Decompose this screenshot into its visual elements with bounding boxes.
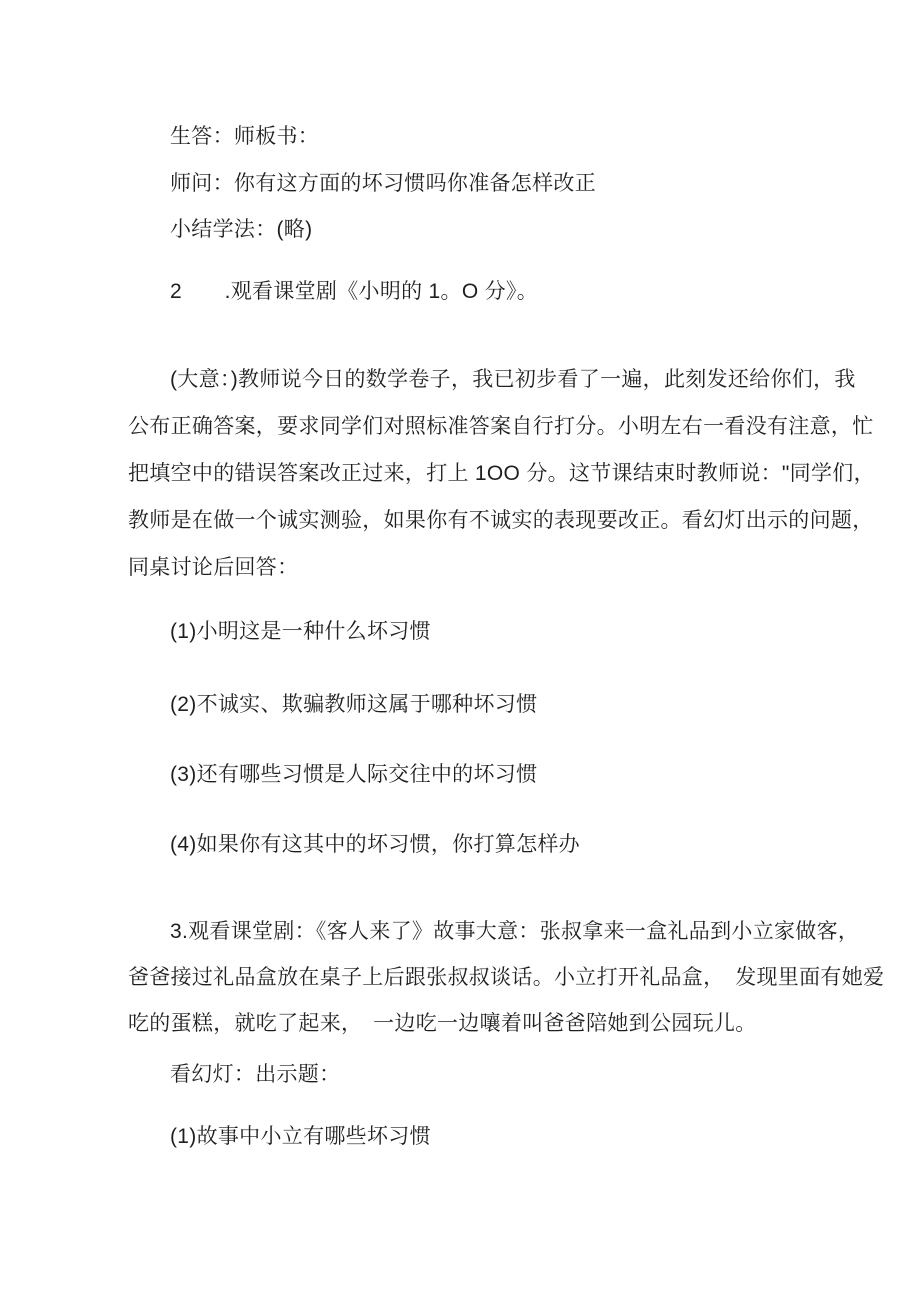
question-1: (1)小明这是一种什么坏习惯 <box>170 620 431 643</box>
paragraph-dayi-line-4: 教师是在做一个诚实测验，如果你有不诚实的表现要改正。看幻灯出示的问题， <box>128 509 874 532</box>
text-line-item-2-title: 2 .观看课堂剧《小明的 1。O 分》。 <box>170 280 538 303</box>
paragraph-dayi-line-1: (大意：)教师说今日的数学卷子，我已初步看了一遍，此刻发还给你们，我 <box>170 368 856 391</box>
text-line-xiaojie-xuefa: 小结学法：(略) <box>170 218 313 241</box>
paragraph-item-3-line-1: 3.观看课堂剧：《客人来了》故事大意：张叔拿来一盒礼品到小立家做客， <box>170 920 860 943</box>
question-3: (3)还有哪些习惯是人际交往中的坏习惯 <box>170 763 538 786</box>
paragraph-dayi-line-2: 公布正确答案，要求同学们对照标准答案自行打分。小明左右一看没有注意，忙 <box>128 415 874 438</box>
paragraph-item-3-line-3: 吃的蛋糕，就吃了起来， 一边吃一边嚷着叫爸爸陪她到公园玩儿。 <box>128 1012 757 1035</box>
paragraph-dayi-line-5: 同桌讨论后回答： <box>128 556 299 579</box>
paragraph-item-3-line-2: 爸爸接过礼品盒放在桌子上后跟张叔叔谈话。小立打开礼品盒， 发现里面有她爱 <box>128 966 885 989</box>
question-story-1: (1)故事中小立有哪些坏习惯 <box>170 1125 431 1148</box>
text-line-shi-wen: 师问：你有这方面的坏习惯吗你准备怎样改正 <box>170 172 596 195</box>
text-line-kan-huandeng: 看幻灯：出示题： <box>170 1063 341 1086</box>
question-4: (4)如果你有这其中的坏习惯，你打算怎样办 <box>170 833 580 856</box>
document-content <box>128 125 885 1149</box>
paragraph-dayi-line-3: 把填空中的错误答案改正过来，打上 1OO 分。这节课结束时教师说："同学们， <box>128 462 875 485</box>
text-line-sheng-da: 生答：师板书： <box>170 125 320 148</box>
question-2: (2)不诚实、欺骗教师这属于哪种坏习惯 <box>170 693 538 716</box>
